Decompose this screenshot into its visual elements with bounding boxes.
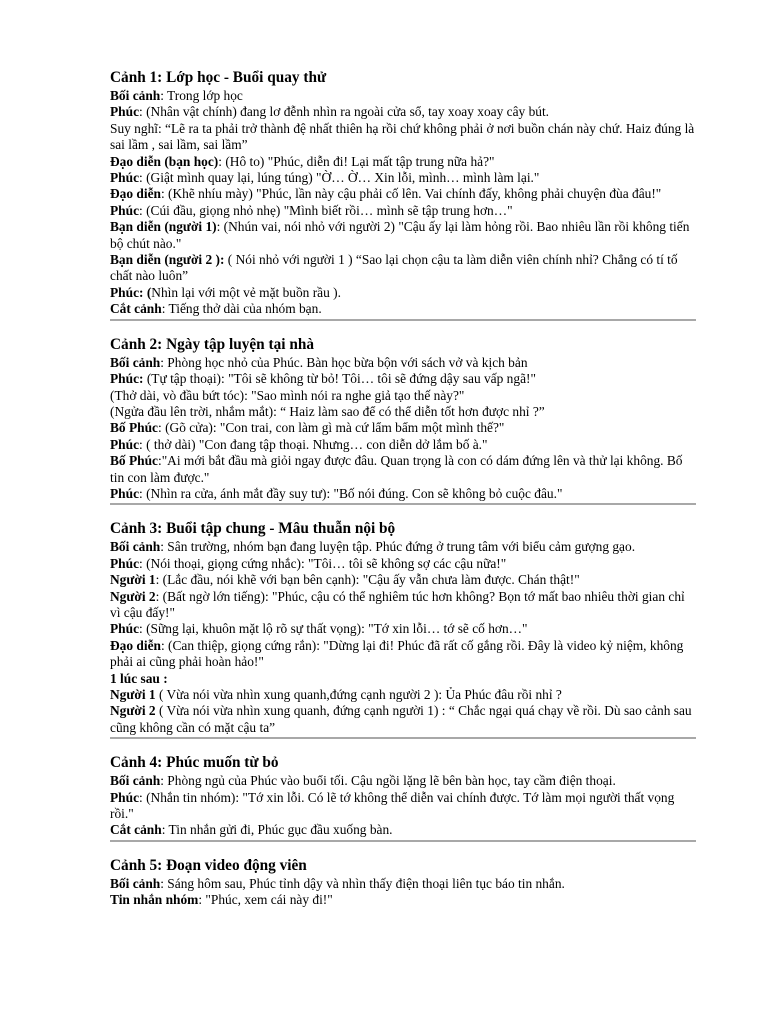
- script-line: [110, 420, 696, 436]
- speaker-label: Người 2: [110, 588, 156, 604]
- speaker-label: Đạo diễn: [110, 637, 161, 653]
- line-text: : Phòng ngủ của Phúc vào buổi tối. Cậu ngồi lặng lẽ bên bàn học, tay cầm điện thoại.: [160, 773, 616, 789]
- line-text: : Trong lớp học: [160, 88, 243, 103]
- speaker-label: 1 lúc sau :: [110, 670, 168, 686]
- speaker-label: Phúc: [110, 485, 140, 501]
- script-line: [110, 170, 696, 186]
- script-line: [110, 88, 696, 104]
- line-text: : (Nhún vai, nói nhỏ với người 2) "Cậu ấy lại làm hỏng rồi. Bao nhiêu lần rồi không tiến bộ chút nào.": [110, 219, 690, 251]
- script-line: [110, 790, 696, 823]
- line-text: : (Lắc đầu, nói khẽ với bạn bên cạnh): "Cậu ấy vẫn chưa làm được. Chán thật!": [155, 572, 580, 588]
- speaker-label: Người 1: [110, 572, 156, 588]
- script-line: [110, 687, 696, 703]
- script-document: [110, 68, 696, 923]
- line-text: : (Bất ngờ lớn tiếng): "Phúc, cậu có thể nghiêm túc hơn không? Bọn tớ mất bao nhiêu thời gian chỉ vì cậu đấy!": [110, 588, 685, 620]
- speaker-label: Bạn diễn (người 1): [110, 219, 217, 235]
- line-text: : (Hô to) "Phúc, diễn đi! Lại mất tập trung nữa hả?": [218, 153, 495, 169]
- scene-3: [110, 519, 696, 739]
- line-text: : (Nhắn tin nhóm): "Tớ xin lỗi. Có lẽ tớ không thể diễn vai chính được. Tớ làm mọi người thất vọng rồi.": [110, 789, 675, 822]
- line-text: Nhìn lại với một vẻ mặt buồn rầu ).: [151, 284, 341, 300]
- speaker-label: Người 2: [110, 703, 156, 719]
- line-text: : "Phúc, xem cái này đi!": [198, 892, 333, 908]
- line-text: Suy nghĩ: “Lẽ ra ta phải trở thành đệ nhất thiên hạ rồi chứ không phải ở nơi buồn chán này chứ. Haiz đúng là sai lầm , sai lầm, sai lầm”: [110, 120, 695, 153]
- script-line: [110, 437, 696, 453]
- scene-title: Cảnh 3: Buổi tập chung - Mâu thuẫn nội bộ: [110, 520, 396, 538]
- script-line: [110, 285, 696, 301]
- script-line: [110, 589, 696, 622]
- speaker-label: Phúc: [110, 436, 140, 452]
- line-text: : Sáng hôm sau, Phúc tỉnh dậy và nhìn thấy điện thoại liên tục báo tin nhắn.: [160, 875, 565, 891]
- script-line: [110, 773, 696, 789]
- line-text: : (Giật mình quay lại, lúng túng) "Ờ… Ờ… Xin lỗi, mình… mình làm lại.": [139, 170, 540, 186]
- speaker-label: Bố Phúc: [110, 453, 158, 469]
- speaker-label: Bạn diễn (người 2 ):: [110, 252, 225, 268]
- line-text: ( Vừa nói vừa nhìn xung quanh,đứng cạnh người 2 ): Ủa Phúc đâu rồi nhỉ ?: [155, 687, 562, 702]
- line-text: : (Gõ cửa): "Con trai, con làm gì mà cứ lẩm bẩm một mình thế?": [158, 420, 505, 436]
- scene-2: [110, 335, 696, 506]
- line-text: ( Vừa nói vừa nhìn xung quanh, đứng cạnh người 1) : “ Chắc ngại quá chạy về rồi. Dù sao cảnh sau cũng không cần có mặt cậu ta”: [110, 703, 692, 735]
- speaker-label: Người 1: [110, 687, 156, 702]
- line-text: : Tiếng thở dài của nhóm bạn.: [161, 301, 322, 317]
- section-divider: [110, 737, 696, 739]
- line-text: (Ngửa đầu lên trời, nhắm mắt): “ Haiz làm sao để có thể diễn tốt hơn được nhỉ ?”: [110, 403, 545, 419]
- speaker-label: Tin nhắn nhóm: [110, 892, 199, 908]
- speaker-label: Bố Phúc: [110, 420, 158, 436]
- line-text: : Phòng học nhỏ của Phúc. Bàn học bừa bộn với sách vở và kịch bản: [160, 354, 528, 370]
- scene-5: [110, 856, 696, 909]
- speaker-label: Phúc: [110, 170, 140, 186]
- scene-4: [110, 753, 696, 842]
- scene-title: Cảnh 4: Phúc muốn từ bỏ: [110, 754, 279, 772]
- speaker-label: Cắt cảnh: [110, 822, 162, 838]
- line-text: :"Ai mới bắt đầu mà giỏi ngay được đâu. Quan trọng là con có dám đứng lên và thử lại không. Bố tin con làm được.": [110, 453, 683, 485]
- scene-title: Cảnh 2: Ngày tập luyện tại nhà: [110, 335, 314, 353]
- script-line: [110, 388, 696, 404]
- script-line: [110, 453, 696, 486]
- scene-1: [110, 68, 696, 321]
- speaker-label: Đạo diễn: [110, 186, 161, 202]
- section-divider: [110, 319, 696, 321]
- speaker-label: Bối cảnh: [110, 354, 161, 370]
- script-line: [110, 638, 696, 671]
- script-line: [110, 301, 696, 317]
- speaker-label: Cắt cảnh: [110, 301, 162, 317]
- line-text: : Sân trường, nhóm bạn đang luyện tập. Phúc đứng ở trung tâm với biểu cảm gượng gạo.: [160, 539, 636, 555]
- speaker-label: Bối cảnh: [110, 773, 161, 789]
- line-text: : ( thở dài) "Con đang tập thoại. Nhưng… con diễn dở lắm bố à.": [139, 436, 488, 452]
- speaker-label: Bối cảnh: [110, 875, 161, 891]
- script-line: [110, 252, 696, 285]
- line-text: : (Can thiệp, giọng cứng rắn): "Dừng lại đi! Phúc đã rất cố gắng rồi. Đây là video kỷ niệm, không phải ai cũng phải hoàn hảo!": [110, 637, 684, 670]
- speaker-label: Phúc: (: [110, 284, 152, 300]
- script-line: [110, 104, 696, 120]
- script-line: [110, 621, 696, 637]
- script-line: [110, 876, 696, 892]
- script-line: [110, 556, 696, 572]
- section-divider: [110, 840, 696, 842]
- line-text: : (Nói thoại, giọng cứng nhắc): "Tôi… tôi sẽ không sợ các cậu nữa!": [139, 555, 507, 571]
- script-line: [110, 539, 696, 555]
- script-line: [110, 203, 696, 219]
- line-text: : (Cúi đầu, giọng nhỏ nhẹ) "Mình biết rồi… mình sẽ tập trung hơn…": [139, 202, 513, 218]
- script-line: [110, 154, 696, 170]
- script-line: [110, 404, 696, 420]
- line-text: : (Khẽ nhíu mày) "Phúc, lần này cậu phải cố lên. Vai chính đấy, không phải chuyện đùa đâu!": [160, 186, 662, 202]
- speaker-label: Phúc: [110, 202, 140, 218]
- speaker-label: Phúc:: [110, 371, 144, 387]
- script-line: [110, 892, 696, 908]
- speaker-label: Đạo diễn (bạn học): [110, 153, 219, 169]
- line-text: : (Nhân vật chính) đang lơ đễnh nhìn ra ngoài cửa sổ, tay xoay xoay cây bút.: [139, 104, 550, 120]
- speaker-label: Phúc: [110, 555, 140, 571]
- line-text: : (Nhìn ra cửa, ánh mắt đầy suy tư): "Bố nói đúng. Con sẽ không bỏ cuộc đâu.": [139, 485, 563, 501]
- script-line: [110, 371, 696, 387]
- speaker-label: Phúc: [110, 621, 140, 637]
- line-text: ( Nói nhỏ với người 1 ) “Sao lại chọn cậu ta làm diễn viên chính nhỉ? Chẳng có tí tố chất nào luôn”: [110, 252, 678, 284]
- line-text: : (Sững lại, khuôn mặt lộ rõ sự thất vọng): "Tớ xin lỗi… tớ sẽ cố hơn…": [139, 621, 528, 637]
- script-line: [110, 703, 696, 736]
- scene-title: Cảnh 5: Đoạn video động viên: [110, 856, 307, 874]
- script-line: [110, 671, 696, 687]
- script-line: [110, 822, 696, 838]
- script-line: [110, 121, 696, 154]
- script-line: [110, 355, 696, 371]
- speaker-label: Phúc: [110, 104, 140, 120]
- section-divider: [110, 503, 696, 505]
- speaker-label: Phúc: [110, 789, 140, 805]
- script-line: [110, 486, 696, 502]
- speaker-label: Bối cảnh: [110, 88, 161, 103]
- line-text: : Tin nhắn gửi đi, Phúc gục đầu xuống bàn.: [161, 822, 393, 838]
- speaker-label: Bối cảnh: [110, 539, 161, 555]
- script-line: [110, 219, 696, 252]
- line-text: (Tự tập thoại): "Tôi sẽ không từ bỏ! Tôi… tôi sẽ đứng dậy sau vấp ngã!": [143, 371, 536, 387]
- script-line: [110, 572, 696, 588]
- line-text: (Thở dài, vò đầu bứt tóc): "Sao mình nói ra nghe giả tạo thế này?": [110, 387, 465, 403]
- script-line: [110, 186, 696, 202]
- scene-title: Cảnh 1: Lớp học - Buổi quay thử: [110, 69, 327, 86]
